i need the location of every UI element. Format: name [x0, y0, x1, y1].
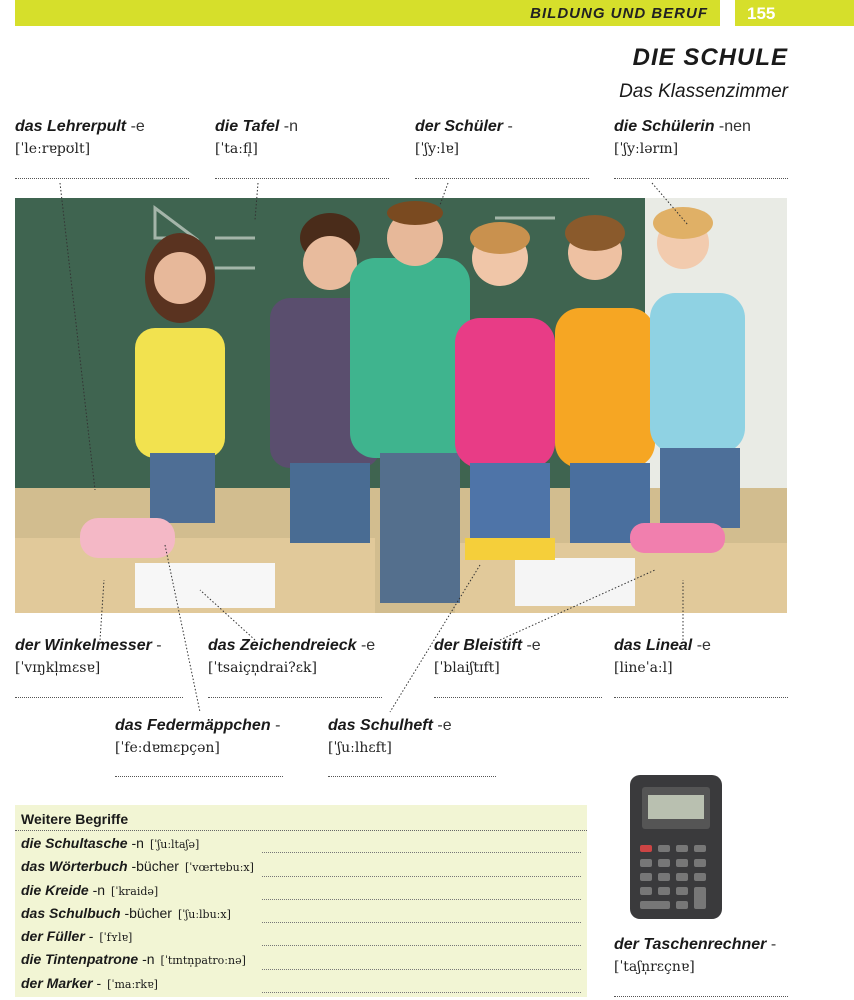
term: der Füller [21, 928, 85, 945]
term: das Schulbuch [21, 904, 121, 921]
plural: -nen [718, 118, 751, 135]
ipa: [ˈleːrɐpʊlt] [15, 141, 91, 157]
term-row [15, 971, 587, 994]
term: das Schulheft [328, 717, 433, 734]
label-taschenrechner [614, 936, 789, 975]
term: die Tintenpatrone [21, 951, 139, 968]
term: der Marker [21, 974, 93, 991]
term-row [15, 854, 587, 877]
plural: - [275, 717, 281, 734]
ipa: [ˈʃyːlərɪn] [614, 141, 679, 157]
plural: -e [696, 637, 711, 654]
label-schuelerin [614, 118, 789, 157]
section-header-bar [15, 0, 720, 26]
label-tafel [215, 118, 390, 157]
plural: - [156, 637, 162, 654]
write-line[interactable] [614, 996, 788, 997]
calculator-image [628, 773, 724, 921]
plural: -n [142, 951, 155, 968]
write-line[interactable] [215, 178, 389, 179]
plural: -e [360, 637, 376, 654]
term-row [15, 947, 587, 970]
label-schueler [415, 118, 590, 157]
ipa: [ˈfeːdɐmɛpçən] [115, 740, 220, 756]
plural: -n [283, 118, 298, 135]
ipa: [ˈtɪntn̩patroːnə] [160, 954, 246, 968]
ipa: [ˈmaːrkɐ] [107, 977, 158, 991]
write-line[interactable] [262, 899, 581, 900]
write-line[interactable] [614, 697, 788, 698]
term: der Schüler [415, 118, 504, 135]
plural: - [96, 974, 102, 991]
ipa: [ˈtaʃn̩rɛçnɐ] [614, 959, 695, 975]
write-line[interactable] [328, 776, 496, 777]
write-line[interactable] [614, 178, 788, 179]
plural: -e [526, 637, 541, 654]
ipa: [ˈblaiʃtɪft] [434, 660, 500, 676]
label-schulheft [328, 717, 503, 756]
write-line[interactable] [262, 922, 581, 923]
plural: - [507, 118, 513, 135]
ipa: [ˈfʏlɐ] [99, 931, 133, 945]
term-row [15, 924, 587, 947]
label-bleistift [434, 637, 609, 676]
plural: -bücher [124, 904, 172, 921]
write-line[interactable] [208, 697, 382, 698]
term-row [15, 878, 587, 901]
term: der Winkelmesser [15, 637, 152, 654]
term: das Federmäppchen [115, 717, 271, 734]
page-title: DIE SCHULE [632, 44, 788, 71]
page-number: 155 [735, 0, 854, 26]
plural: -n [92, 881, 106, 898]
more-terms-box [15, 805, 587, 997]
term: die Tafel [215, 118, 280, 135]
term: das Zeichendreieck [208, 637, 357, 654]
term: die Schultasche [21, 835, 128, 851]
term: der Bleistift [434, 637, 523, 654]
page-subtitle: Das Klassenzimmer [619, 81, 788, 102]
ipa: [ˈtsaiçn̩drai?ɛk] [208, 660, 317, 676]
ipa: [ˈtaːfl̩] [215, 141, 258, 157]
ipa: [ˈkraidə] [111, 884, 159, 898]
label-lehrerpult [15, 118, 190, 157]
write-line[interactable] [262, 945, 581, 946]
ipa: [ˈʃyːlɐ] [415, 141, 460, 157]
label-lineal [614, 637, 789, 676]
section-title: BILDUNG UND BERUF [530, 5, 708, 22]
write-line[interactable] [434, 697, 602, 698]
write-line[interactable] [415, 178, 589, 179]
more-terms-heading: Weitere Begriffe [15, 805, 587, 831]
ipa: [lineˈaːl] [614, 660, 673, 676]
ipa: [ˈvœrtɐbuːx] [184, 861, 254, 875]
write-line[interactable] [115, 776, 283, 777]
label-zeichendreieck [208, 637, 383, 676]
write-line[interactable] [15, 178, 189, 179]
classroom-photo [15, 198, 787, 613]
plural: -bücher [131, 858, 179, 875]
ipa: [ˈʃuːltaʃə] [149, 838, 200, 851]
plural: -n [131, 835, 144, 851]
write-line[interactable] [262, 992, 581, 993]
label-federmaeppchen [115, 717, 290, 756]
term: das Lineal [614, 637, 693, 654]
write-line[interactable] [262, 876, 581, 877]
label-winkelmesser [15, 637, 190, 676]
write-line[interactable] [262, 969, 581, 970]
term-row [15, 901, 587, 924]
term-row [15, 831, 587, 854]
plural: - [88, 928, 94, 945]
term: der Taschenrechner [614, 936, 767, 953]
ipa: [ˈʃuːlhɛft] [328, 740, 392, 756]
term: das Wörterbuch [21, 858, 128, 875]
term: die Schülerin [614, 118, 715, 135]
ipa: [ˈʃuːlbuːx] [177, 907, 231, 921]
term: die Kreide [21, 881, 89, 898]
term: das Lehrerpult [15, 118, 127, 135]
plural: -e [437, 717, 452, 734]
plural: -e [130, 118, 145, 135]
write-line[interactable] [262, 852, 581, 853]
plural: - [770, 936, 777, 953]
write-line[interactable] [15, 697, 183, 698]
ipa: [ˈvɪŋkl̩mɛsɐ] [15, 660, 101, 676]
